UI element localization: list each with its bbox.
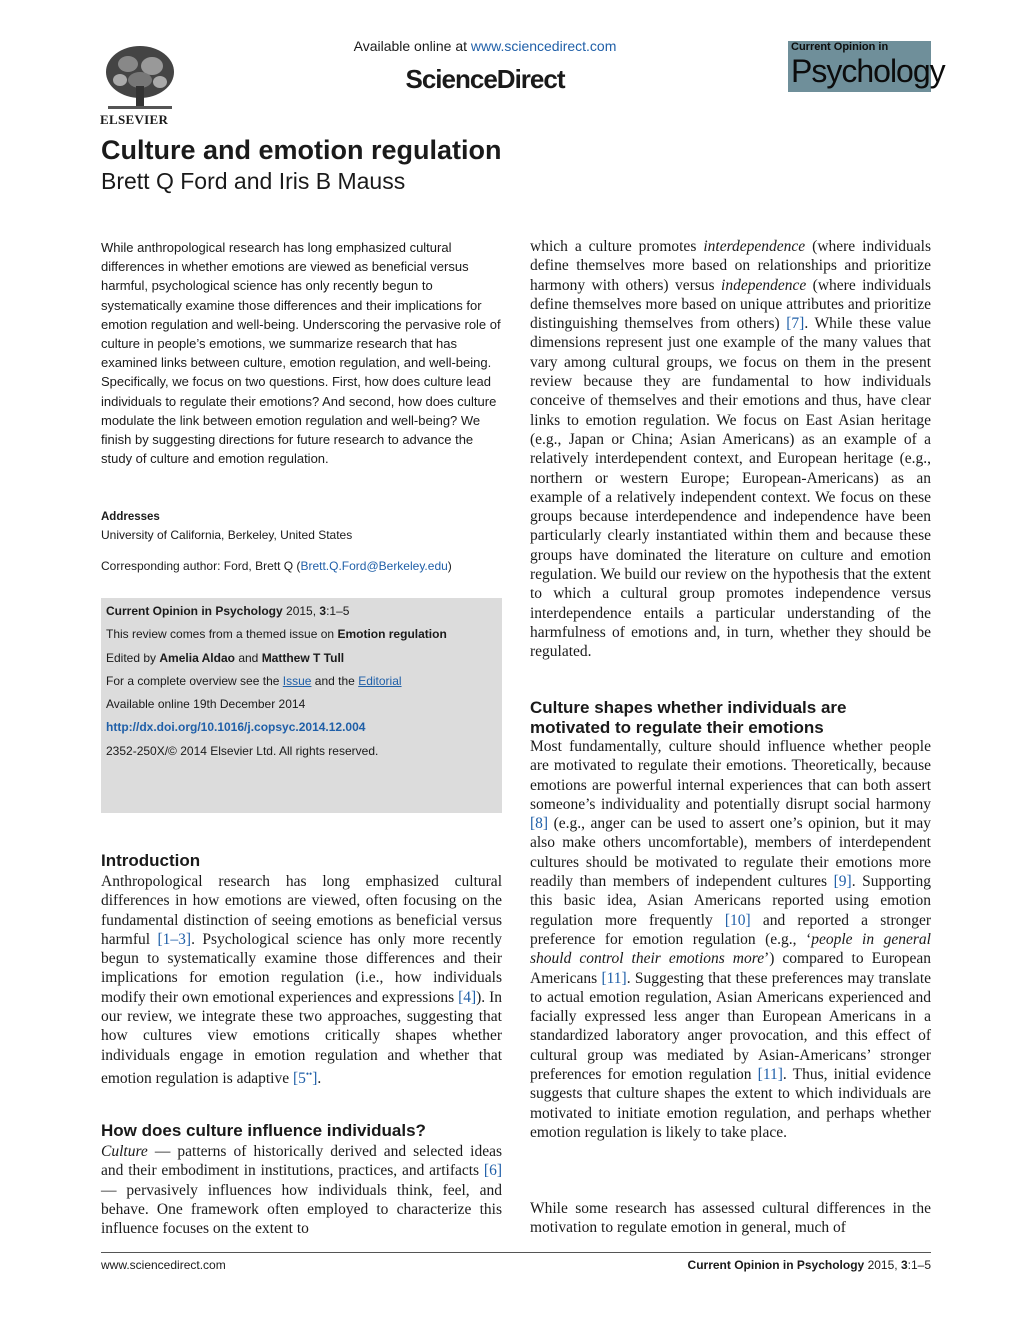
ref-6[interactable]: [6] — [483, 1162, 502, 1180]
elsevier-logo — [100, 42, 180, 128]
sciencedirect-link[interactable]: www.sciencedirect.com — [470, 38, 617, 54]
ref-11[interactable]: [11] — [601, 969, 627, 987]
right-column-paragraph-1: which a culture promotes interdependence (where individuals define themselves more based on relationships and prioritize harmony with others) versus independence (where individuals define themselves more based on unique attributes and prioritize distinguishing themselves from others) [7]. While these value dimensions represent just one example of the many values that vary among cultural groups, we focus on them in the present review because they are fundamental to how individuals conceive of themselves and their emotions and thus, have clear links to emotion regulation. We focus on East Asian heritage (e.g., Japan or China; Asian Americans) as an example of a relatively interdependent context, and European heritage (e.g., northern or western Europe; European-Americans) as an example of a relatively independent context. We focus on these groups because interdependence and independence have been particularly clearly instantiated within them and because these groups have dominated the literature on culture and emotion regulation. We build our review on the hypothesis that the extent to which a cultural group promotes independence versus interdependence entails a particular understanding of the harmfulness of emotions and, in turn, whether they should be regulated. — [530, 238, 932, 661]
footer-rule — [101, 1252, 931, 1253]
article-info-box — [101, 598, 502, 813]
culture-influence-paragraph: Culture — patterns of historically derived and selected ideas and their embodiment in institutions, practices, and artifacts [6] — pervasively influences how individuals think, feel, and behave. One framework often employed to characterize this influence focuses on the extent to — [101, 1143, 502, 1238]
editorial-link[interactable]: Editorial — [358, 674, 402, 688]
ref-1-3[interactable]: [1–3] — [157, 930, 192, 948]
ref-7[interactable]: [7] — [786, 315, 805, 333]
abstract: While anthropological research has long emphasized cultural differences in whether emotions are viewed as beneficial versus harmful, psychological science has only recently begun to systematically examine those differences and their implications for emotion regulation and well-being. Underscoring the pervasive role of culture in people’s emotions, we summarize research that has examined links between culture, emotion regulation, and well-being. Specifically, we focus on two questions. First, how does culture lead individuals to regulate their emotions? And second, how does culture modulate the link between emotion regulation and well-being? We finish by suggesting directions for future research to advance the study of culture and emotion regulation. — [101, 240, 501, 467]
right-column-paragraph-3: While some research has assessed cultural differences in the motivation to regulate emotion in general, much of — [530, 1200, 931, 1237]
issue-link[interactable]: Issue — [282, 674, 312, 688]
sciencedirect-brand: ScienceDirect — [405, 64, 565, 94]
ref-9[interactable]: [9] — [833, 873, 852, 891]
introduction-paragraph: Anthropological research has long emphasized cultural differences in how emotions are viewed, often focusing on the fundamental distinction of seeing emotions as beneficial versus harmful [1–3]. Psychological science has only more recently begun to systematically examine those differences and their implications for emotion regulation (i.e., how individuals modify their own emotional experiences and expressions [4]). In our review, we integrate these two approaches, suggesting that how cultures view emotions critically shapes whether individuals engage in emotion regulation and whether that emotion regulation is adaptive [5••]. — [101, 873, 503, 1088]
editors-line: Edited by Amelia Aldao and Matthew T Tull — [106, 651, 345, 665]
ref-11-second[interactable]: [11] — [757, 1066, 783, 1084]
journal-cover — [788, 41, 945, 92]
available-online: Available online at www.sciencedirect.com — [353, 38, 617, 54]
doi-link[interactable]: http://dx.doi.org/10.1016/j.copsyc.2014.12.004 — [106, 720, 366, 734]
article-authors: Brett Q Ford and Iris B Mauss — [101, 168, 406, 194]
ref-10[interactable]: [10] — [724, 911, 751, 929]
corresponding-author: Corresponding author: Ford, Brett Q (Brett.Q.Ford@Berkeley.edu) — [101, 559, 452, 573]
article-title: Culture and emotion regulation — [101, 135, 502, 165]
copyright: 2352-250X/© 2014 Elsevier Ltd. All rights reserved. — [106, 744, 379, 758]
journal-cover-main: Psychology — [791, 53, 945, 89]
overview-line: For a complete overview see the Issue and the Editorial — [106, 674, 402, 688]
introduction-heading: Introduction — [101, 851, 201, 870]
ref-8[interactable]: [8] — [530, 815, 549, 833]
ref-5[interactable]: [5••] — [292, 1068, 318, 1088]
address: University of California, Berkeley, United States — [101, 528, 353, 542]
elsevier-wordmark: ELSEVIER — [100, 112, 169, 127]
culture-shapes-paragraph: Most fundamentally, culture should influence whether people are motivated to regulate their emotions. Theoretically, because emotions are powerful internal experiences that can both assert someone’s individuality and potentially disrupt social harmony [8] (e.g., anger can be used to assert one’s opinion, but it may also make others uncomfortable), members of interdependent cultures should be motivated to regulate their emotions more readily than members of independent cultures [9]. Supporting this basic idea, Asian Americans reported using emotion regulation more frequently [10] and reported a stronger preference for emotion regulation (e.g., ‘people in general should control their emotions more’) compared to European Americans [11]. Suggesting that these preferences may translate to actual emotion regulation, Asian Americans experienced and facially expressed less anger than European Americans in a standardized laboratory anger provocation, and this effect of cultural group was mediated by Asian-Americans’ stronger preferences for emotion regulation [11]. Thus, initial evidence suggests that culture shapes the extent to which individuals are motivated to initiate emotion regulation, and perhaps whether emotion regulation is likely to take place. — [530, 738, 932, 1141]
ref-4[interactable]: [4] — [458, 988, 477, 1006]
journal-cover-top: Current Opinion in — [791, 41, 889, 53]
theme-line: This review comes from a themed issue on Emotion regulation — [106, 627, 447, 641]
available-date: Available online 19th December 2014 — [106, 697, 306, 711]
email-link[interactable]: Brett.Q.Ford@Berkeley.edu — [300, 559, 448, 573]
addresses-heading: Addresses — [101, 511, 160, 523]
culture-influence-heading: How does culture influence individuals? — [101, 1121, 426, 1140]
citation-line: Current Opinion in Psychology 2015, 3:1–5 — [106, 604, 350, 618]
footer-url[interactable]: www.sciencedirect.com — [101, 1258, 226, 1272]
culture-shapes-heading: Culture shapes whether individuals are motivated to regulate their emotions — [530, 698, 847, 737]
footer-citation: Current Opinion in Psychology 2015, 3:1–5 — [687, 1258, 931, 1272]
